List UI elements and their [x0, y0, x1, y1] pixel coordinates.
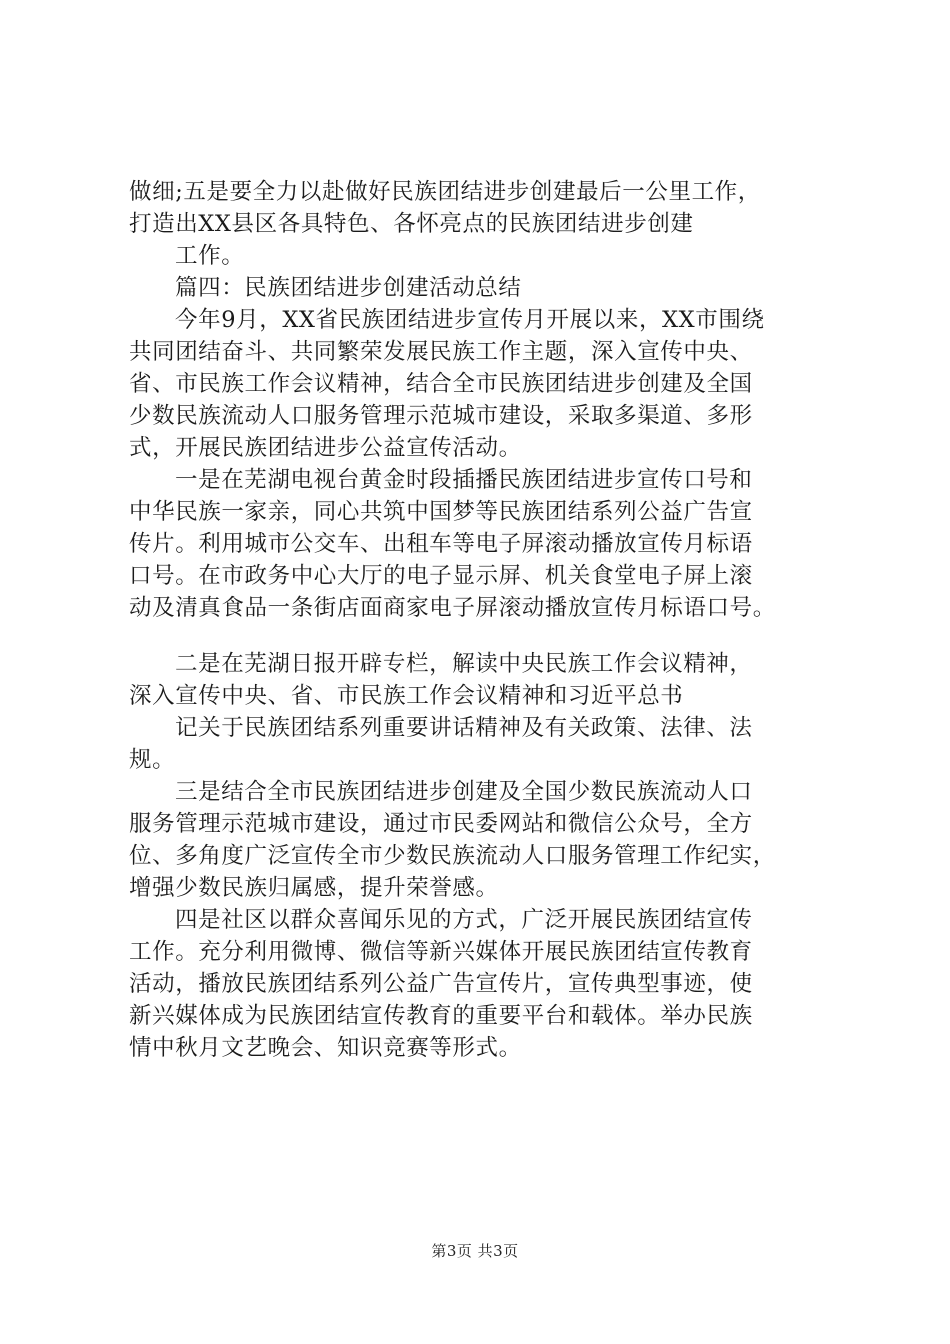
text-line: 传片。利用城市公交车、出租车等电子屏滚动播放宣传月标语	[129, 531, 753, 557]
text-line: 情中秋月文艺晚会、知识竞赛等形式。	[129, 1035, 522, 1061]
text-line: 做细;五是要全力以赴做好民族团结进步创建最后一公里工作，	[129, 179, 761, 205]
text-line: 二是在芜湖日报开辟专栏，解读中央民族工作会议精神，	[175, 651, 753, 677]
page-number-footer: 第3页 共3页	[431, 1242, 519, 1260]
text-line: 式，开展民族团结进步公益宣传活动。	[129, 435, 522, 461]
text-line: 深入宣传中央、省、市民族工作会议精神和习近平总书	[129, 683, 684, 709]
text-line: 位、多角度广泛宣传全市少数民族流动人口服务管理工作纪实，	[129, 843, 776, 869]
text-line: 四是社区以群众喜闻乐见的方式，广泛开展民族团结宣传	[175, 907, 753, 933]
text-line: 记关于民族团结系列重要讲话精神及有关政策、法律、法	[175, 715, 753, 741]
text-line: 一是在芜湖电视台黄金时段插播民族团结进步宣传口号和	[175, 467, 753, 493]
text-line: 动及清真食品一条街店面商家电子屏滚动播放宣传月标语口号。	[129, 595, 776, 621]
text-line: 工作。	[175, 243, 245, 269]
text-line: 工作。充分利用微博、微信等新兴媒体开展民族团结宣传教育	[129, 939, 753, 965]
text-line: 服务管理示范城市建设，通过市民委网站和微信公众号，全方	[129, 811, 753, 837]
text-line: 中华民族一家亲，同心共筑中国梦等民族团结系列公益广告宣	[129, 499, 753, 525]
text-line: 规。	[129, 747, 176, 773]
text-line: 口号。在市政务中心大厅的电子显示屏、机关食堂电子屏上滚	[129, 563, 753, 589]
text-line: 少数民族流动人口服务管理示范城市建设，采取多渠道、多形	[129, 403, 753, 429]
text-line: 共同团结奋斗、共同繁荣发展民族工作主题，深入宣传中央、	[129, 339, 753, 365]
text-line: 新兴媒体成为民族团结宣传教育的重要平台和载体。举办民族	[129, 1003, 753, 1029]
text-line: 活动，播放民族团结系列公益广告宣传片，宣传典型事迹，使	[129, 971, 753, 997]
section-heading: 篇四：民族团结进步创建活动总结	[175, 275, 522, 301]
text-line: 增强少数民族归属感，提升荣誉感。	[129, 875, 499, 901]
text-line: 省、市民族工作会议精神，结合全市民族团结进步创建及全国	[129, 371, 753, 397]
text-line: 三是结合全市民族团结进步创建及全国少数民族流动人口	[175, 779, 753, 805]
text-line: 今年9月，XX省民族团结进步宣传月开展以来，XX市围绕	[175, 307, 765, 333]
text-line: 打造出XX县区各具特色、各怀亮点的民族团结进步创建	[129, 211, 694, 237]
